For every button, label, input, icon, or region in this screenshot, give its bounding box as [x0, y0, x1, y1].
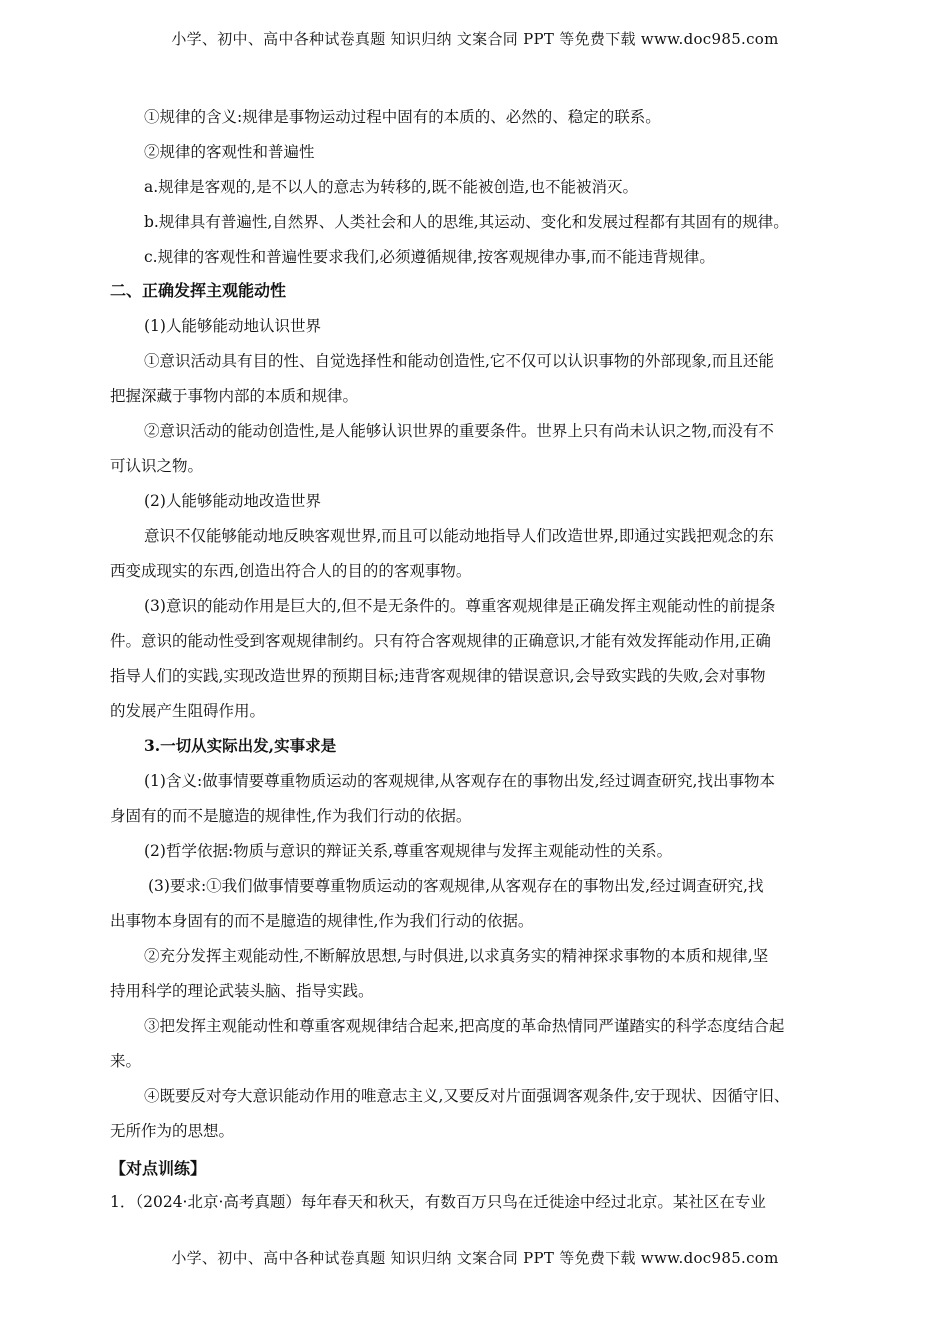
text-line: ②规律的客观性和普遍性	[144, 143, 315, 161]
page-header: 小学、初中、高中各种试卷真题 知识归纳 文案合同 PPT 等免费下载 www.doc985.com	[171, 30, 779, 48]
page-footer: 小学、初中、高中各种试卷真题 知识归纳 文案合同 PPT 等免费下载 www.doc985.com	[171, 1249, 779, 1267]
text-line: 意识不仅能够能动地反映客观世界,而且可以能动地指导人们改造世界,即通过实践把观念的东	[144, 527, 774, 545]
text-line: 件。意识的能动性受到客观规律制约。只有符合客观规律的正确意识,才能有效发挥能动作用,正确	[110, 632, 771, 650]
text-line: (2)哲学依据:物质与意识的辩证关系,尊重客观规律与发挥主观能动性的关系。	[144, 842, 673, 860]
text-line: (3)要求:①我们做事情要尊重物质运动的客观规律,从客观存在的事物出发,经过调查研究,找	[148, 877, 764, 895]
training-heading: 【对点训练】	[110, 1159, 207, 1178]
text-line: c.规律的客观性和普遍性要求我们,必须遵循规律,按客观规律办事,而不能违背规律。	[144, 248, 715, 266]
text-line: ①规律的含义:规律是事物运动过程中固有的本质的、必然的、稳定的联系。	[144, 108, 661, 126]
text-line: (1)人能够能动地认识世界	[144, 317, 321, 335]
text-line: 无所作为的思想。	[110, 1122, 235, 1140]
text-line: (1)含义:做事情要尊重物质运动的客观规律,从客观存在的事物出发,经过调查研究,找出事物本	[144, 772, 775, 790]
text-line: 西变成现实的东西,创造出符合人的目的的客观事物。	[110, 562, 472, 580]
text-line: 指导人们的实践,实现改造世界的预期目标;违背客观规律的错误意识,会导致实践的失败,会对事物	[110, 667, 766, 685]
text-line: ③把发挥主观能动性和尊重客观规律结合起来,把高度的革命热情同严谨踏实的科学态度结合起	[144, 1017, 785, 1035]
question-line: 1．（2024·北京·高考真题）每年春天和秋天，有数百万只鸟在迁徙途中经过北京。某社区在专业	[110, 1193, 766, 1211]
text-line: a.规律是客观的,是不以人的意志为转移的,既不能被创造,也不能被消灭。	[144, 178, 638, 196]
text-line: 的发展产生阻碍作用。	[110, 702, 266, 720]
text-line: (2)人能够能动地改造世界	[144, 492, 321, 510]
text-line: b.规律具有普遍性,自然界、人类社会和人的思维,其运动、变化和发展过程都有其固有的规律。	[144, 213, 789, 231]
text-line: ①意识活动具有目的性、自觉选择性和能动创造性,它不仅可以认识事物的外部现象,而且还能	[144, 352, 774, 370]
text-line: 来。	[110, 1052, 142, 1070]
text-line: ④既要反对夸大意识能动作用的唯意志主义,又要反对片面强调客观条件,安于现状、因循守旧、	[144, 1087, 790, 1105]
text-line: 出事物本身固有的而不是臆造的规律性,作为我们行动的依据。	[110, 912, 534, 930]
text-line: (3)意识的能动作用是巨大的,但不是无条件的。尊重客观规律是正确发挥主观能动性的前提条	[144, 597, 776, 615]
section-heading: 二、正确发挥主观能动性	[110, 281, 287, 300]
text-line: ②意识活动的能动创造性,是人能够认识世界的重要条件。世界上只有尚未认识之物,而没有不	[144, 422, 774, 440]
text-line: ②充分发挥主观能动性,不断解放思想,与时俱进,以求真务实的精神探求事物的本质和规律,坚	[144, 947, 769, 965]
text-line: 把握深藏于事物内部的本质和规律。	[110, 387, 359, 405]
text-line: 可认识之物。	[110, 457, 204, 475]
text-line: 持用科学的理论武装头脑、指导实践。	[110, 982, 374, 1000]
text-line: 身固有的而不是臆造的规律性,作为我们行动的依据。	[110, 807, 472, 825]
subsection-heading: 3.一切从实际出发,实事求是	[144, 736, 337, 755]
